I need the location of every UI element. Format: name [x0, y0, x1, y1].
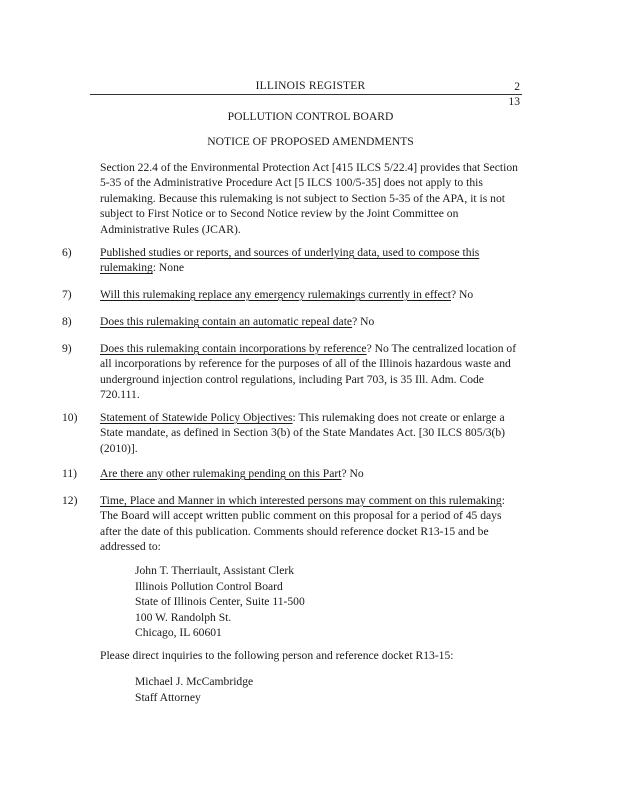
item-number: 8): [62, 315, 72, 328]
address-line: Chicago, IL 60601: [135, 626, 222, 640]
item-label: Will this rulemaking replace any emergency rulemakings currently in effect: [100, 288, 451, 301]
item-text: : None: [152, 261, 185, 275]
item-label: Time, Place and Manner in which interested persons may comment on this rulemaking: [100, 494, 502, 507]
address-line: 100 W. Randolph St.: [135, 610, 232, 624]
item-9: [100, 341, 522, 403]
item-11: [100, 466, 522, 481]
item-text: : This rulemaking does not create or enlarge a State mandate, as defined in Section 3(b) of the State Mandates Act. [30 ILCS 805/3(b) (2010)].: [100, 411, 506, 455]
item-label: Does this rulemaking contain an automatic repeal date: [100, 315, 353, 328]
item-number: 12): [62, 494, 78, 507]
item-text: ? No The centralized location of all incorporations by reference for the purposes of all of the Illinois hazardous waste and underground injection control regulations, including Part 703, is 35 Ill. Adm. Code 720.111.: [100, 342, 517, 402]
item-number: 10): [62, 411, 78, 424]
item-number: 7): [62, 288, 72, 301]
inquiries-text: Please direct inquiries to the following person and reference docket R13-15:: [100, 649, 454, 662]
volume-number: 13: [508, 95, 520, 108]
item-text: ? No: [341, 467, 364, 480]
item-7: [100, 287, 522, 302]
item-text: ? No: [352, 315, 375, 328]
address-line: State of Illinois Center, Suite 11-500: [135, 595, 305, 609]
contact-title: Staff Attorney: [135, 690, 201, 704]
page-number: 2: [514, 80, 520, 93]
item-text: : The Board will accept written public comment on this proposal for a period of 45 days after the date of this publication. Comments should reference docket R13-15 and be addressed to:: [100, 494, 505, 554]
item-text: ? No: [450, 288, 474, 301]
item-label: Published studies or reports, and sources of underlying data, used to compose this rulemaking: [100, 246, 480, 275]
item-number: 9): [62, 342, 72, 355]
item-12: [100, 493, 522, 555]
address-line: Illinois Pollution Control Board: [135, 579, 283, 593]
item-label: Does this rulemaking contain incorporations by reference: [100, 342, 367, 355]
item-8: [100, 314, 522, 329]
item-6: [100, 245, 522, 276]
contact-block: [135, 674, 515, 705]
address-line: John T. Therriault, Assistant Clerk: [135, 564, 295, 577]
contact-name: Michael J. McCambridge: [135, 675, 254, 688]
item-number: 11): [62, 467, 78, 480]
notice-title: NOTICE OF PROPOSED AMENDMENTS: [207, 135, 414, 148]
register-title: ILLINOIS REGISTER: [255, 80, 366, 92]
item-label: Are there any other rulemaking pending on this Part: [100, 467, 342, 480]
agency-name: POLLUTION CONTROL BOARD: [227, 110, 394, 123]
item-10: [100, 410, 522, 456]
intro-paragraph: Section 22.4 of the Environmental Protection Act [415 ILCS 5/22.4] provides that Section 5-35 of the Administrative Procedure Act [5 ILCS 100/5-35] does not apply to this rulemaking. Because this rulemaking is not subject to Section 5-35 of the APA, it is not subject to First Notice or to Second Notice review by the Joint Committee on Administrative Rules (JCAR).: [100, 161, 518, 236]
address-block: [135, 563, 515, 641]
item-number: 6): [62, 246, 72, 259]
item-label: Statement of Statewide Policy Objectives: [100, 411, 293, 424]
header-rule: [90, 94, 522, 95]
